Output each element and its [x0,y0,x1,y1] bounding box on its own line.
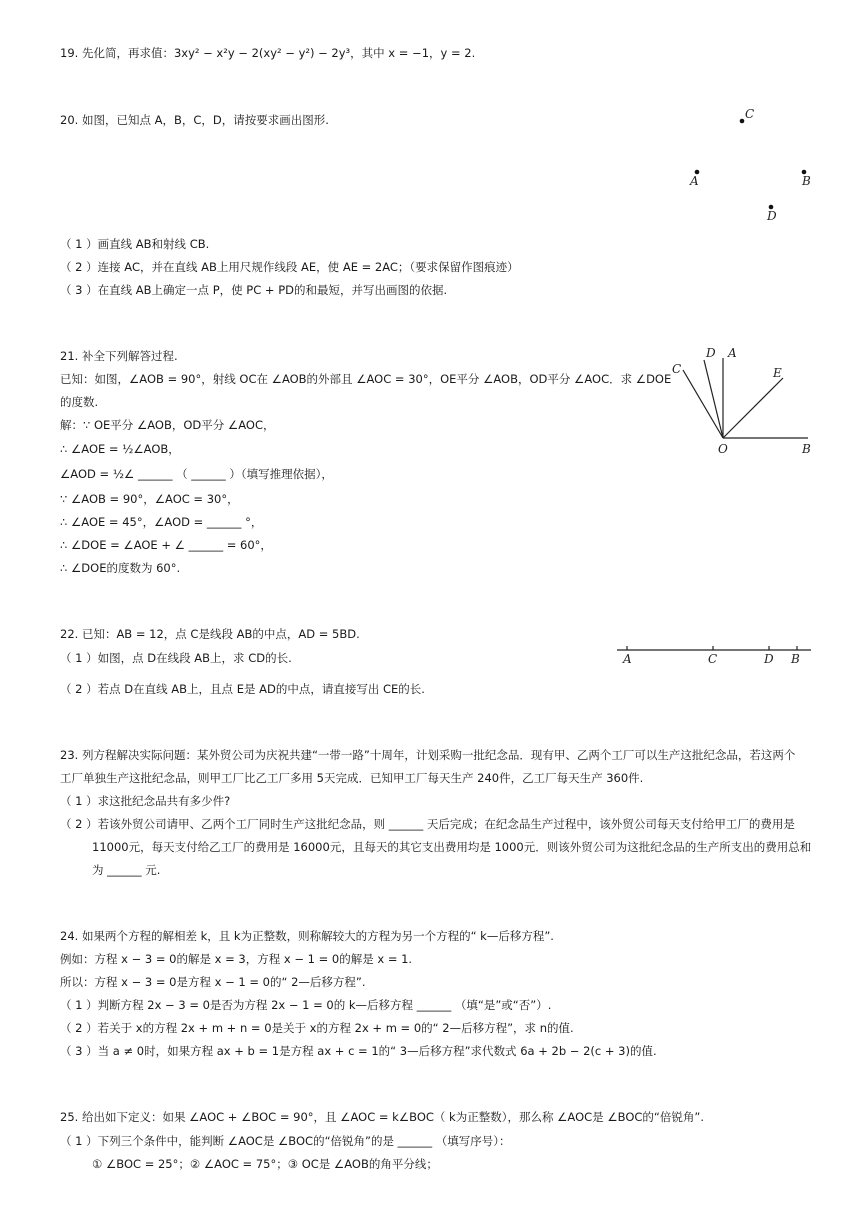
q24-line-2: 例如：方程 x − 3 = 0的解是 x = 3，方程 x − 1 = 0的解是 x = 1. [60,952,413,966]
q21-line-8: ∴ ∠AOE = 45°，∠AOD = ______ °， [60,515,263,529]
q22-label-b: B [791,652,800,666]
q23-line-6: 为 ______ 元. [92,863,161,877]
q21-label-o: O [718,442,728,456]
q22-label-d: D [764,652,774,666]
q23-line-3: （ 1 ）求这批纪念品共有多少件? [60,794,231,808]
q25-line-2: （ 1 ）下列三个条件中，能判断 ∠AOC是 ∠BOC的“倍锐角”的是 ______ （填写序号）： [60,1134,511,1148]
q24-line-3: 所以：方程 x − 3 = 0是方程 x − 1 = 0的“ 2—后移方程”. [60,975,366,989]
q20-part-3: （ 3 ）在直线 AB上确定一点 P，使 PC + PD的和最短，并写出画图的依据. [60,283,448,297]
q21-label-d: D [706,346,716,360]
q21-label-c: C [672,362,682,376]
q20-label-c: C [745,107,755,121]
q25-line-1: 25. 给出如下定义：如果 ∠AOC + ∠BOC = 90°，且 ∠AOC = k∠BOC（ k为正整数），那么称 ∠AOC是 ∠BOC的“倍锐角”. [60,1110,704,1124]
q22-line-3: （ 2 ）若点 D在直线 AB上，且点 E是 AD的中点，请直接写出 CE的长. [60,682,425,696]
q21-label-a: A [728,346,737,360]
q23-line-5: 11000元，每天支付给乙工厂的费用是 16000元，且每天的其它支出费用均是 1000元．则该外贸公司为这批纪念品的生产所支出的费用总和 [92,840,812,854]
q20-part-2: （ 2 ）连接 AC，并在直线 AB上用尺规作线段 AE，使 AE = 2AC；（要求保留作图痕迹） [60,260,519,274]
q21-line-2: 已知：如图，∠AOB = 90°，射线 OC在 ∠AOB的外部且 ∠AOC = 30°，OE平分 ∠AOB，OD平分 ∠AOC．求 ∠DOE [60,372,672,386]
q21-line-10: ∴ ∠DOE的度数为 60°. [60,561,181,575]
q22-label-a: A [623,652,632,666]
q22-line-2: （ 1 ）如图，点 D在线段 AB上，求 CD的长. [60,651,292,665]
q21-line-9: ∴ ∠DOE = ∠AOE + ∠ ______ = 60°， [60,538,272,552]
q20-label-d: D [767,209,777,223]
q21-line-6: ∠AOD = ½∠ ______ （ ______ ）（填写推理依据）， [60,467,333,481]
q24-line-5: （ 2 ）若关于 x的方程 2x + m + n = 0是关于 x的方程 2x + m = 0的“ 2—后移方程”，求 n的值. [60,1021,574,1035]
q21-label-b: B [802,442,811,456]
q21-label-e: E [773,366,782,380]
q25-line-3: ① ∠BOC = 25°；② ∠AOC = 75°；③ OC是 ∠AOB的角平分线； [92,1157,438,1171]
q21-line-5: ∴ ∠AOE = ½∠AOB， [60,442,180,456]
q20-label-b: B [802,174,811,188]
q20-intro: 20. 如图，已知点 A，B，C，D，请按要求画出图形. [60,113,329,127]
q20-part-1: （ 1 ）画直线 AB和射线 CB. [60,237,210,251]
q23-line-2: 工厂单独生产这批纪念品，则甲工厂比乙工厂多用 5天完成．已知甲工厂每天生产 240件，乙工厂每天生产 360件. [60,771,644,785]
q21-line-3: 的度数. [60,395,99,409]
q20-label-a: A [690,174,699,188]
q23-line-4: （ 2 ）若该外贸公司请甲、乙两个工厂同时生产这批纪念品，则 ______ 天后完成；在纪念品生产过程中，该外贸公司每天支付给甲工厂的费用是 [60,817,795,831]
q21-line-1: 21. 补全下列解答过程. [60,349,178,363]
q24-line-4: （ 1 ）判断方程 2x − 3 = 0是否为方程 2x − 1 = 0的 k—后移方程 ______ （填“是”或“否”）. [60,998,552,1012]
q23-line-1: 23. 列方程解决实际问题：某外贸公司为庆祝共建“一带一路”十周年，计划采购一批纪念品．现有甲、乙两个工厂可以生产这批纪念品，若这两个 [60,748,796,762]
q21-line-7: ∵ ∠AOB = 90°，∠AOC = 30°， [60,492,239,506]
q21-line-4: 解：∵ OE平分 ∠AOB，OD平分 ∠AOC， [60,418,275,432]
q19-text: 19. 先化简，再求值：3xy² − x²y − 2(xy² − y²) − 2y³，其中 x = −1，y = 2. [60,46,476,60]
q24-line-1: 24. 如果两个方程的解相差 k，且 k为正整数，则称解较大的方程为另一个方程的“ k—后移方程”. [60,929,554,943]
q22-label-c: C [708,652,718,666]
q22-line-1: 22. 已知：AB = 12，点 C是线段 AB的中点，AD = 5BD. [60,627,360,641]
q24-line-6: （ 3 ）当 a ≠ 0时，如果方程 ax + b = 1是方程 ax + c = 1的“ 3—后移方程”求代数式 6a + 2b − 2(c + 3)的值. [60,1044,657,1058]
